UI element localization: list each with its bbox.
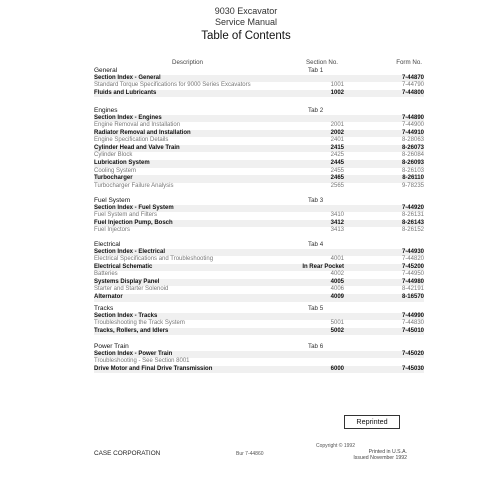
row-description: Turbocharger: [94, 175, 133, 182]
row-form-no: 7-45200: [401, 263, 424, 270]
row-section-no: 3413: [330, 227, 344, 234]
row-section-no: 2445: [330, 160, 344, 167]
tab-label: Tab 1: [308, 67, 324, 74]
section-heading: [94, 241, 424, 249]
toc-row: [94, 249, 424, 257]
row-form-no: 7-44820: [401, 256, 424, 263]
row-section-no: 2001: [330, 122, 344, 129]
row-description: Starter and Starter Solenoid: [94, 286, 169, 293]
manual-title: Service Manual: [214, 17, 278, 27]
row-form-no: 7-45020: [401, 350, 424, 357]
row-section-no: In Rear Pocket: [302, 263, 344, 270]
row-form-no: 8-26152: [401, 227, 424, 234]
row-description: Section Index - Engines: [94, 114, 162, 121]
row-form-no: 7-45030: [401, 365, 424, 372]
row-form-no: 8-16570: [401, 294, 424, 301]
row-form-no: 7-45010: [401, 327, 424, 334]
toc-row: [94, 220, 424, 228]
row-section-no: 2455: [330, 167, 344, 174]
toc-row: [94, 227, 424, 235]
row-description: Cooling System: [94, 167, 137, 174]
toc-section: [94, 197, 424, 235]
title-block: [0, 6, 492, 43]
row-section-no: 5001: [330, 320, 344, 327]
tab-label: Tab 4: [308, 241, 324, 248]
bur-number: Bur 7-44860: [236, 451, 264, 457]
toc-row: [94, 279, 424, 287]
row-description: Section Index - Fuel System: [94, 204, 174, 211]
row-form-no: 8-26103: [401, 167, 424, 174]
row-form-no: 7-44990: [401, 312, 424, 319]
row-form-no: 7-44980: [401, 278, 424, 285]
section-name: Electrical: [94, 241, 121, 248]
toc-row: [94, 313, 424, 321]
toc-row: [94, 75, 424, 83]
row-section-no: 4006: [330, 286, 344, 293]
toc-row: [94, 294, 424, 302]
row-section-no: 2425: [330, 152, 344, 159]
row-form-no: 7-44950: [401, 271, 424, 278]
row-description: Tracks, Rollers, and Idlers: [94, 327, 169, 334]
toc-title: Table of Contents: [201, 30, 291, 42]
toc-row: [94, 183, 424, 191]
row-description: Engine Specification Details: [94, 137, 169, 144]
row-section-no: 6000: [330, 365, 344, 372]
row-form-no: 8-28063: [401, 137, 424, 144]
section-heading: [94, 67, 424, 75]
toc-section: [94, 343, 424, 373]
toc-row: [94, 264, 424, 272]
row-description: Cylinder Block: [94, 152, 133, 159]
row-form-no: 8-26093: [401, 160, 424, 167]
section-heading: [94, 107, 424, 115]
row-form-no: 7-44920: [401, 204, 424, 211]
toc-section: [94, 107, 424, 190]
row-section-no: 2415: [330, 144, 344, 151]
toc-row: [94, 137, 424, 145]
toc-row: [94, 130, 424, 138]
toc-row: [94, 90, 424, 98]
section-name: Tracks: [94, 305, 114, 312]
row-form-no: 7-44900: [401, 122, 424, 129]
row-description: Section Index - Tracks: [94, 312, 158, 319]
row-section-no: 3412: [330, 219, 344, 226]
row-form-no: 7-44800: [401, 89, 424, 96]
row-form-no: 7-44870: [401, 74, 424, 81]
toc-row: [94, 152, 424, 160]
row-section-no: 4002: [330, 271, 344, 278]
row-description: Alternator: [94, 294, 123, 301]
row-description: Electrical Specifications and Troubleshooting: [94, 256, 214, 263]
row-section-no: 1002: [330, 89, 344, 96]
reprinted-box: Reprinted: [344, 415, 400, 429]
row-section-no: 4005: [330, 278, 344, 285]
print-info: [353, 449, 407, 461]
row-description: Drive Motor and Final Drive Transmission: [94, 365, 213, 372]
row-description: Troubleshooting the Track System: [94, 320, 185, 327]
row-description: Electrical Schematic: [94, 263, 153, 270]
toc-section: [94, 67, 424, 97]
toc-row: [94, 115, 424, 123]
row-section-no: 2465: [330, 175, 344, 182]
row-form-no: 9-78235: [401, 182, 424, 189]
toc-row: [94, 320, 424, 328]
toc-row: [94, 122, 424, 130]
row-description: Cylinder Head and Valve Train: [94, 144, 180, 151]
row-description: Section Index - Power Train: [94, 350, 173, 357]
toc-section: [94, 241, 424, 302]
row-description: Fuel System and Filters: [94, 212, 158, 219]
row-description: Standard Torque Specifications for 9000 Series Excavators: [94, 82, 251, 89]
row-description: Batteries: [94, 271, 118, 278]
row-description: Lubrication System: [94, 160, 150, 167]
row-description: Systems Display Panel: [94, 278, 160, 285]
section-name: General: [94, 67, 118, 74]
section-name: Fuel System: [94, 197, 131, 204]
row-section-no: 4001: [330, 256, 344, 263]
issued-date: Issued November 1992: [353, 455, 407, 461]
tab-label: Tab 3: [308, 197, 324, 204]
row-form-no: 7-44790: [401, 82, 424, 89]
row-form-no: 7-44930: [401, 248, 424, 255]
corporation-name: CASE CORPORATION: [94, 450, 161, 457]
toc-row: [94, 328, 424, 336]
row-description: Radiator Removal and Installation: [94, 129, 191, 136]
row-section-no: 3410: [330, 212, 344, 219]
toc-row: [94, 145, 424, 153]
row-form-no: 7-44890: [401, 114, 424, 121]
section-name: Power Train: [94, 343, 129, 350]
toc-row: [94, 256, 424, 264]
row-description: Section Index - Electrical: [94, 248, 166, 255]
copyright-text: Copyright © 1992: [316, 443, 355, 449]
header-description: Description: [172, 59, 203, 66]
toc-row: [94, 351, 424, 359]
toc-row: [94, 271, 424, 279]
section-heading: [94, 343, 424, 351]
row-form-no: 8-26110: [402, 175, 424, 182]
row-section-no: 2565: [330, 182, 344, 189]
row-section-no: 5002: [330, 327, 344, 334]
toc-row: [94, 168, 424, 176]
row-description: Engine Removal and Installation: [94, 122, 181, 129]
toc-row: [94, 205, 424, 213]
row-description: Fluids and Lubricants: [94, 89, 157, 96]
row-form-no: 8-26143: [401, 219, 424, 226]
row-description: Troubleshooting - See Section 8001: [94, 358, 190, 365]
row-section-no: 4009: [330, 294, 344, 301]
section-name: Engines: [94, 107, 118, 114]
toc-row: [94, 212, 424, 220]
row-form-no: 7-44910: [401, 129, 424, 136]
tab-label: Tab 6: [308, 343, 324, 350]
section-heading: [94, 197, 424, 205]
model-title: 9030 Excavator: [214, 6, 278, 16]
row-form-no: 8-26084: [401, 152, 424, 159]
row-form-no: 7-44830: [401, 320, 424, 327]
row-section-no: 1001: [330, 82, 344, 89]
row-description: Section Index - General: [94, 74, 161, 81]
row-description: Turbocharger Failure Analysis: [94, 182, 174, 189]
toc-row: [94, 286, 424, 294]
row-description: Fuel Injection Pump, Bosch: [94, 219, 173, 226]
row-form-no: 8-26131: [401, 212, 424, 219]
toc-row: [94, 175, 424, 183]
header-section-no: Section No.: [306, 59, 338, 66]
section-heading: [94, 305, 424, 313]
row-form-no: 8-26073: [401, 144, 424, 151]
row-form-no: 8-42191: [401, 286, 424, 293]
header-form-no: Form No.: [396, 59, 422, 66]
row-description: Fuel Injectors: [94, 227, 131, 234]
printed-in: Printed in U.S.A.: [368, 449, 407, 455]
tab-label: Tab 2: [308, 107, 324, 114]
row-section-no: 2002: [330, 129, 344, 136]
row-section-no: 2401: [330, 137, 344, 144]
toc-row: [94, 366, 424, 374]
toc-section: [94, 305, 424, 335]
toc-row: [94, 358, 424, 366]
toc-row: [94, 160, 424, 168]
toc-row: [94, 82, 424, 90]
tab-label: Tab 5: [308, 305, 324, 312]
